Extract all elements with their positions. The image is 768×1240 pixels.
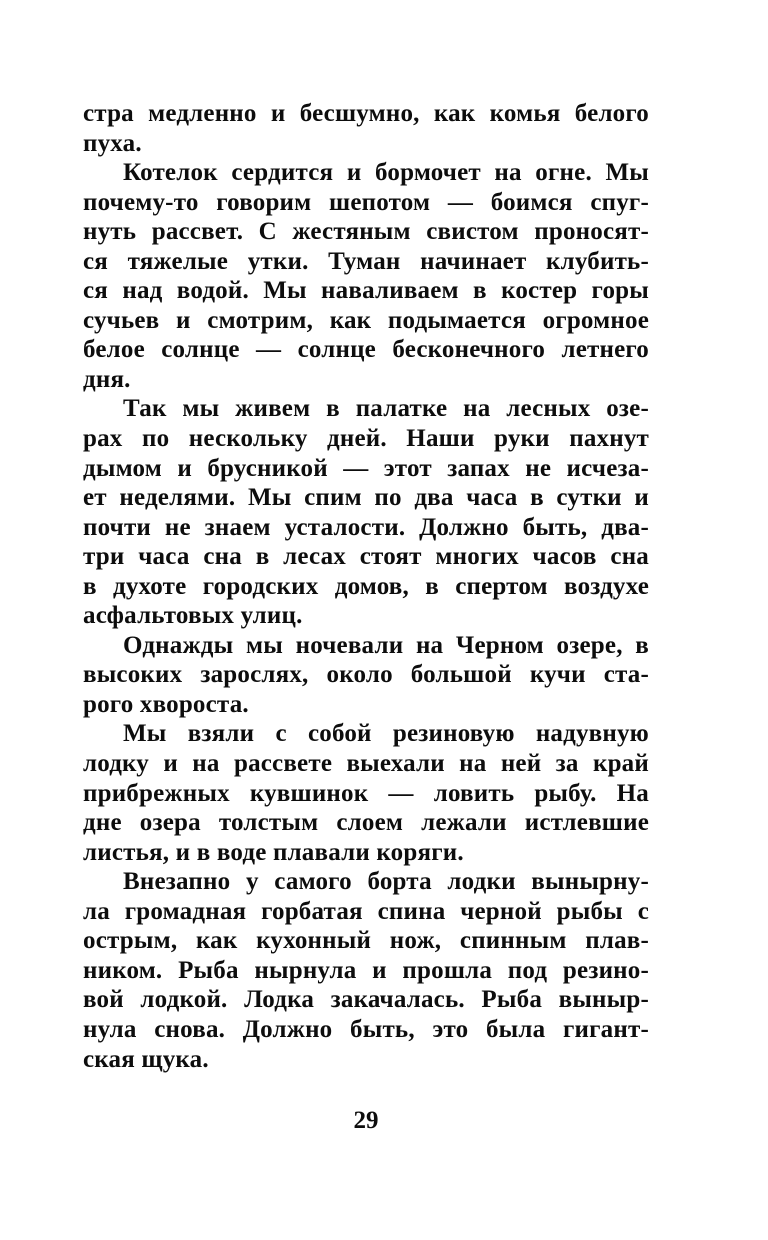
text-line: рого хвороста. bbox=[83, 690, 249, 718]
text-line: ся над водой. Мы наваливаем в костер горы bbox=[83, 277, 649, 305]
text-line: прибрежных кувшинок — ловить рыбу. На bbox=[83, 779, 649, 807]
text-line: ся тяжелые утки. Туман начинает клубить- bbox=[83, 247, 649, 275]
text-line: дымом и брусникой — этот запах не исчеза- bbox=[83, 454, 649, 482]
text-line: Так мы живем в палатке на лесных озе- bbox=[123, 395, 649, 423]
text-line: белое солнце — солнце бесконечного летнего bbox=[83, 336, 649, 364]
text-line: лодку и на рассвете выехали на ней за край bbox=[83, 750, 649, 778]
page-text bbox=[83, 99, 649, 1074]
text-line: рах по нескольку дней. Наши руки пахнут bbox=[83, 425, 649, 453]
text-line: Однажды мы ночевали на Черном озере, в bbox=[123, 631, 649, 659]
text-line: ником. Рыба нырнула и прошла под резино- bbox=[83, 956, 649, 984]
text-line: почему-то говорим шепотом — боимся спуг- bbox=[83, 188, 649, 216]
page-number: 29 bbox=[353, 1107, 379, 1134]
text-line: листья, и в воде плавали коряги. bbox=[83, 838, 464, 866]
text-line: Мы взяли с собой резиновую надувную bbox=[123, 720, 649, 748]
text-line: дне озера толстым слоем лежали истлевшие bbox=[83, 809, 649, 837]
text-line: в духоте городских домов, в спертом воздухе bbox=[83, 572, 649, 600]
text-line: пуха. bbox=[83, 129, 142, 157]
text-line: дня. bbox=[83, 365, 131, 393]
text-line: ет неделями. Мы спим по два часа в сутки и bbox=[83, 484, 649, 512]
text-line: острым, как кухонный нож, спинным плав- bbox=[83, 927, 649, 955]
text-line: нуть рассвет. С жестяным свистом проносят- bbox=[83, 218, 649, 246]
text-line: Внезапно у самого борта лодки вынырну- bbox=[123, 868, 649, 896]
text-line: ская щука. bbox=[83, 1045, 209, 1073]
text-line: нула снова. Должно быть, это была гигант- bbox=[83, 1015, 649, 1043]
text-line: асфальтовых улиц. bbox=[83, 602, 303, 630]
text-line: ла громадная горбатая спина черной рыбы с bbox=[83, 897, 649, 925]
text-line: сучьев и смотрим, как подымается огромное bbox=[83, 306, 649, 334]
text-line: высоких зарослях, около большой кучи ста- bbox=[83, 661, 649, 689]
text-line: Котелок сердится и бормочет на огне. Мы bbox=[123, 159, 649, 187]
text-line: вой лодкой. Лодка закачалась. Рыба выныр- bbox=[83, 986, 649, 1014]
text-line: стра медленно и бесшумно, как комья белого bbox=[83, 100, 649, 127]
text-line: почти не знаем усталости. Должно быть, два- bbox=[83, 513, 649, 541]
text-line: три часа сна в лесах стоят многих часов сна bbox=[83, 543, 649, 571]
